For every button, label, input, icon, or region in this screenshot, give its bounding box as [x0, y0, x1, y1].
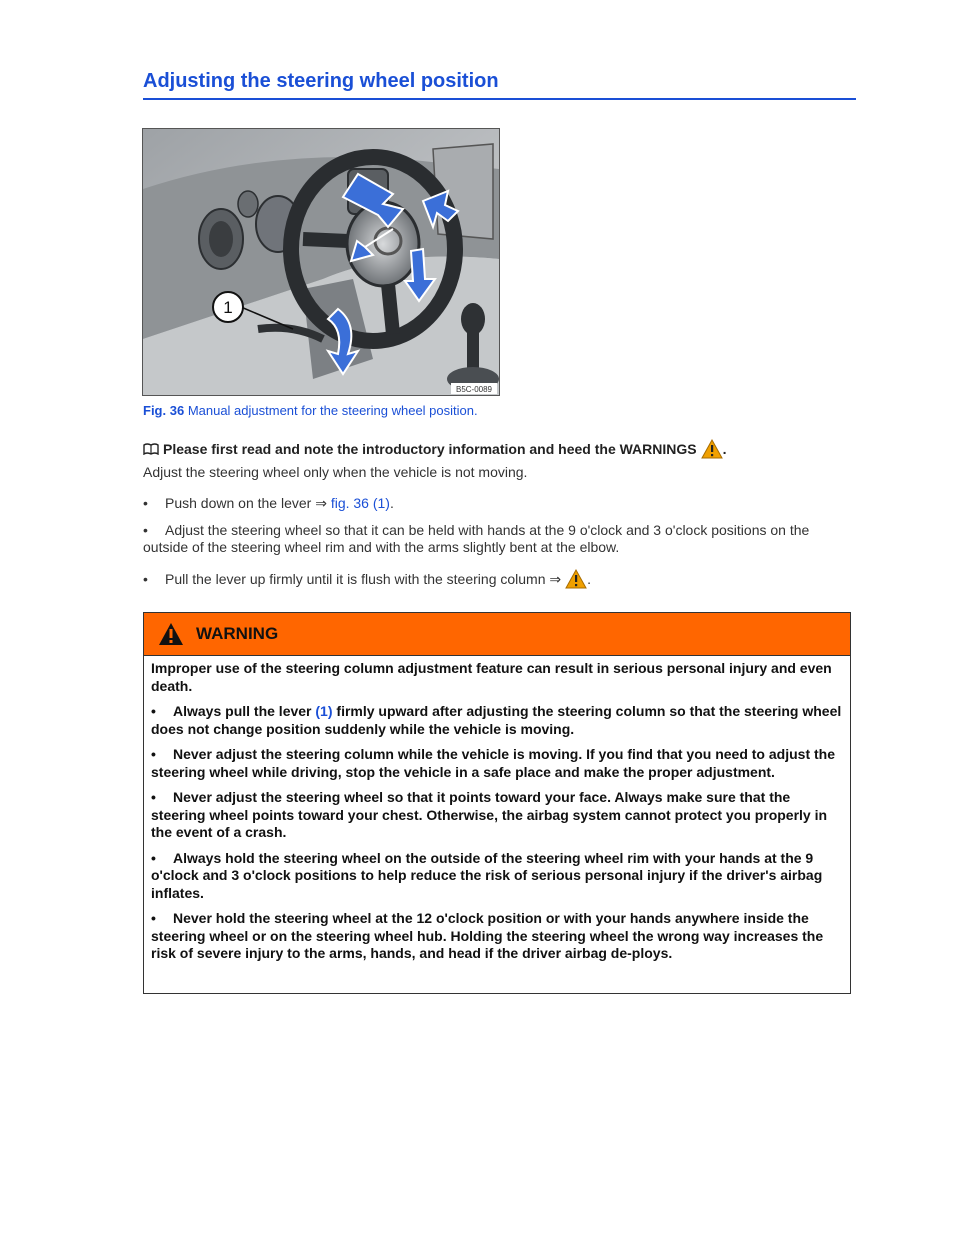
- bullet-dot: •: [143, 495, 148, 511]
- warning-body: [144, 656, 850, 963]
- warning-paragraph: Improper use of the steering column adjustment feature can result in serious personal injury and even death.: [151, 660, 832, 694]
- bullet-dot: •: [143, 570, 148, 587]
- bullet-3-end: .: [587, 570, 592, 587]
- warning-bullet-5-text: Never hold the steering wheel at the 12 o'clock position or with your hands anywhere inside the steering wheel or on the steering wheel hub. Holding the steering wheel the wrong way increases the risk of severe injury to the arms, hands, and head if the driver airbag de-ploys.: [151, 910, 824, 961]
- figure-caption-label: Fig. 36: [143, 403, 185, 418]
- bullet-2: [143, 522, 843, 556]
- warning-icon[interactable]: [565, 569, 587, 589]
- warning-bullet-5: [151, 910, 847, 963]
- bullet-1-text: Push down on the lever ⇒: [165, 495, 327, 511]
- bullet-dot: •: [151, 910, 156, 926]
- warning-label: WARNING: [196, 624, 279, 643]
- warning-bullet-1: [151, 703, 847, 738]
- bullet-3-text: Pull the lever up firmly until it is flush with the steering column ⇒: [165, 570, 562, 587]
- warning-bullet-1-b: firmly upward after adjusting the steering column so that the steering wheel does not change position suddenly while the vehicle is moving.: [151, 703, 842, 737]
- warning-bullet-1-a: Always pull the lever: [173, 703, 312, 719]
- warning-bullet-3-text: Never adjust the steering wheel so that it points toward your face. Always make sure that the steering wheel points toward your chest. Otherwise, the airbag system cannot protect you properly in the event of a crash.: [151, 789, 828, 840]
- bullet-1-end: .: [389, 495, 394, 511]
- bullet-dot: •: [143, 522, 148, 538]
- bullet-dot: •: [151, 789, 156, 805]
- fig-36-link[interactable]: fig. 36 (1): [330, 495, 390, 511]
- warning-bullet-2: [151, 746, 847, 781]
- figure-caption-text: Manual adjustment for the steering wheel position.: [187, 403, 478, 418]
- warning-bullet-4-text: Always hold the steering wheel on the outside of the steering wheel rim with your hands at the 9 o'clock and 3 o'clock positions to help reduce the risk of serious personal injury if the driver's airbag inflates.: [151, 849, 823, 901]
- intro-end: .: [722, 441, 727, 457]
- bullet-2-text: Adjust the steering wheel so that it can be held with hands at the 9 o'clock and 3 o'clock positions on the outside of the steering wheel rim and with the arms slightly bent at the elbow.: [143, 522, 810, 555]
- figure-code: B5C-0089: [455, 385, 493, 394]
- intro-line: [143, 439, 727, 459]
- warning-triangle-icon: [158, 622, 184, 646]
- bullet-1: [143, 495, 848, 512]
- bullet-3: [143, 569, 848, 589]
- warning-header: [144, 613, 850, 656]
- bullet-dot: •: [151, 703, 156, 719]
- steering-wheel-figure: [142, 128, 500, 396]
- figure-callout-1: 1: [223, 298, 233, 317]
- warning-box: [143, 612, 851, 994]
- figure-caption: [143, 403, 478, 418]
- warning-icon[interactable]: [701, 439, 723, 459]
- book-icon: [143, 443, 159, 455]
- intro-text: Please first read and note the introductory information and heed the WARNINGS: [163, 441, 697, 457]
- bullet-dot: •: [151, 849, 156, 866]
- warning-bullet-4: [151, 850, 847, 903]
- warning-bullet-3: [151, 789, 847, 842]
- page-title: Adjusting the steering wheel position: [143, 70, 856, 100]
- bullet-dot: •: [151, 746, 156, 762]
- note-paragraph: Adjust the steering wheel only when the vehicle is not moving.: [143, 464, 528, 480]
- warning-bullet-2-text: Never adjust the steering column while the vehicle is moving. If you find that you need to adjust the steering wheel while driving, stop the vehicle in a safe place and make the proper adjustment.: [151, 746, 835, 780]
- lever-1-link[interactable]: (1): [315, 703, 333, 719]
- steering-wheel-illustration: [143, 129, 499, 395]
